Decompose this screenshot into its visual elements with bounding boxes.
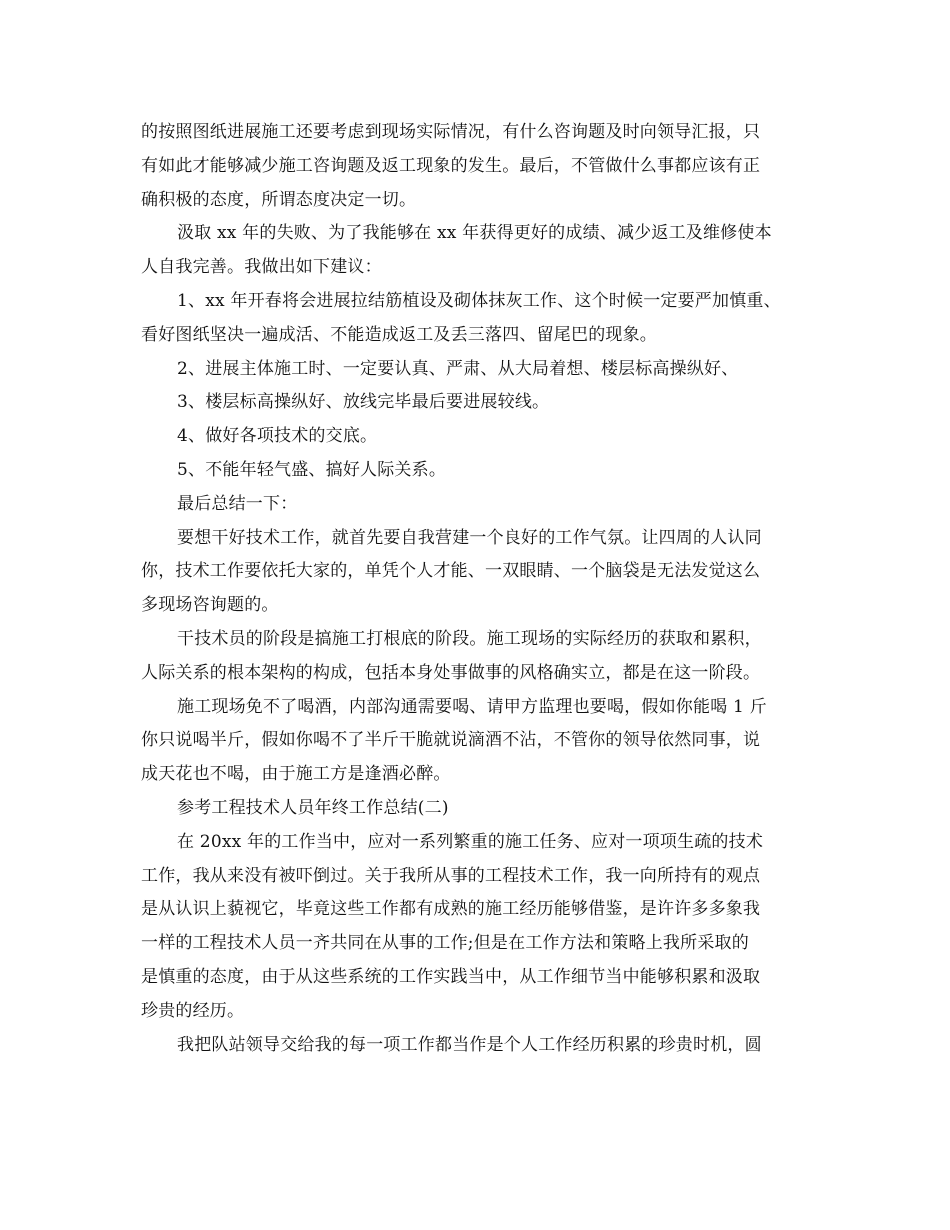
list-item: 2、进展主体施工时、一定要认真、严肃、从大局着想、楼层标高操纵好、 bbox=[177, 358, 739, 379]
text-line: 多现场咨询题的。 bbox=[141, 595, 279, 616]
list-item: 4、做好各项技术的交底。 bbox=[177, 426, 378, 447]
text-line: 的按照图纸进展施工还要考虑到现场实际情况，有什么咨询题及时向领导汇报，只 bbox=[141, 122, 761, 142]
text-line: 成天花也不喝，由于施工方是逢酒必醉。 bbox=[141, 764, 451, 785]
text-line: 珍贵的经历。 bbox=[141, 1000, 245, 1021]
paragraph-start: 施工现场免不了喝酒，内部沟通需要喝、请甲方监理也要喝，假如你能喝 1 斤 bbox=[177, 696, 767, 717]
paragraph-start: 干技术员的阶段是搞施工打根底的阶段。施工现场的实际经历的获取和累积， bbox=[177, 628, 762, 649]
text-line: 看好图纸坚决一遍成活、不能造成返工及丢三落四、留尾巴的现象。 bbox=[141, 324, 657, 345]
text-line: 你，技术工作要依托大家的，单凭个人才能、一双眼睛、一个脑袋是无法发觉这么 bbox=[141, 561, 761, 582]
list-item: 5、不能年轻气盛、搞好人际关系。 bbox=[177, 459, 447, 480]
text-line: 人自我完善。我做出如下建议： bbox=[141, 257, 382, 278]
section-heading: 参考工程技术人员年终工作总结(二) bbox=[177, 797, 449, 818]
paragraph-start: 我把队站领导交给我的每一项工作都当作是个人工作经历积累的珍贵时机，圆 bbox=[177, 1034, 762, 1055]
text-line: 是慎重的态度，由于从这些系统的工作实践当中，从工作细节当中能够积累和汲取 bbox=[141, 966, 761, 987]
text-line: 一样的工程技术人员一齐共同在从事的工作;但是在工作方法和策略上我所采取的 bbox=[141, 933, 749, 954]
list-item: 3、楼层标高操纵好、放线完毕最后要进展较线。 bbox=[177, 392, 550, 413]
text-line: 人际关系的根本架构的构成，包括本身处事做事的风格确实立，都是在这一阶段。 bbox=[141, 662, 761, 683]
text-line: 确积极的态度，所谓态度决定一切。 bbox=[141, 189, 417, 210]
document-body bbox=[141, 116, 825, 1062]
text-line: 有如此才能够减少施工咨询题及返工现象的发生。最后，不管做什么事都应该有正 bbox=[141, 155, 761, 176]
paragraph-start: 最后总结一下： bbox=[177, 493, 298, 514]
paragraph-start: 汲取 xx 年的失败、为了我能够在 xx 年获得更好的成绩、减少返工及维修使本 bbox=[177, 223, 772, 244]
paragraph-start: 在 20xx 年的工作当中，应对一系列繁重的施工任务、应对一项项生疏的技术 bbox=[177, 831, 764, 852]
text-line: 是从认识上藐视它，毕竟这些工作都有成熟的施工经历能够借鉴，是许许多多象我 bbox=[141, 899, 761, 920]
paragraph-start: 要想干好技术工作，就首先要自我营建一个良好的工作气氛。让四周的人认同 bbox=[177, 527, 762, 548]
text-line: 你只说喝半斤，假如你喝不了半斤干脆就说滴酒不沾，不管你的领导依然同事，说 bbox=[141, 730, 761, 751]
text-line: 工作，我从来没有被吓倒过。关于我所从事的工程技术工作，我一向所持有的观点 bbox=[141, 865, 761, 886]
list-item: 1、xx 年开春将会进展拉结筋植设及砌体抹灰工作、这个时候一定要严加慎重、 bbox=[177, 290, 781, 311]
